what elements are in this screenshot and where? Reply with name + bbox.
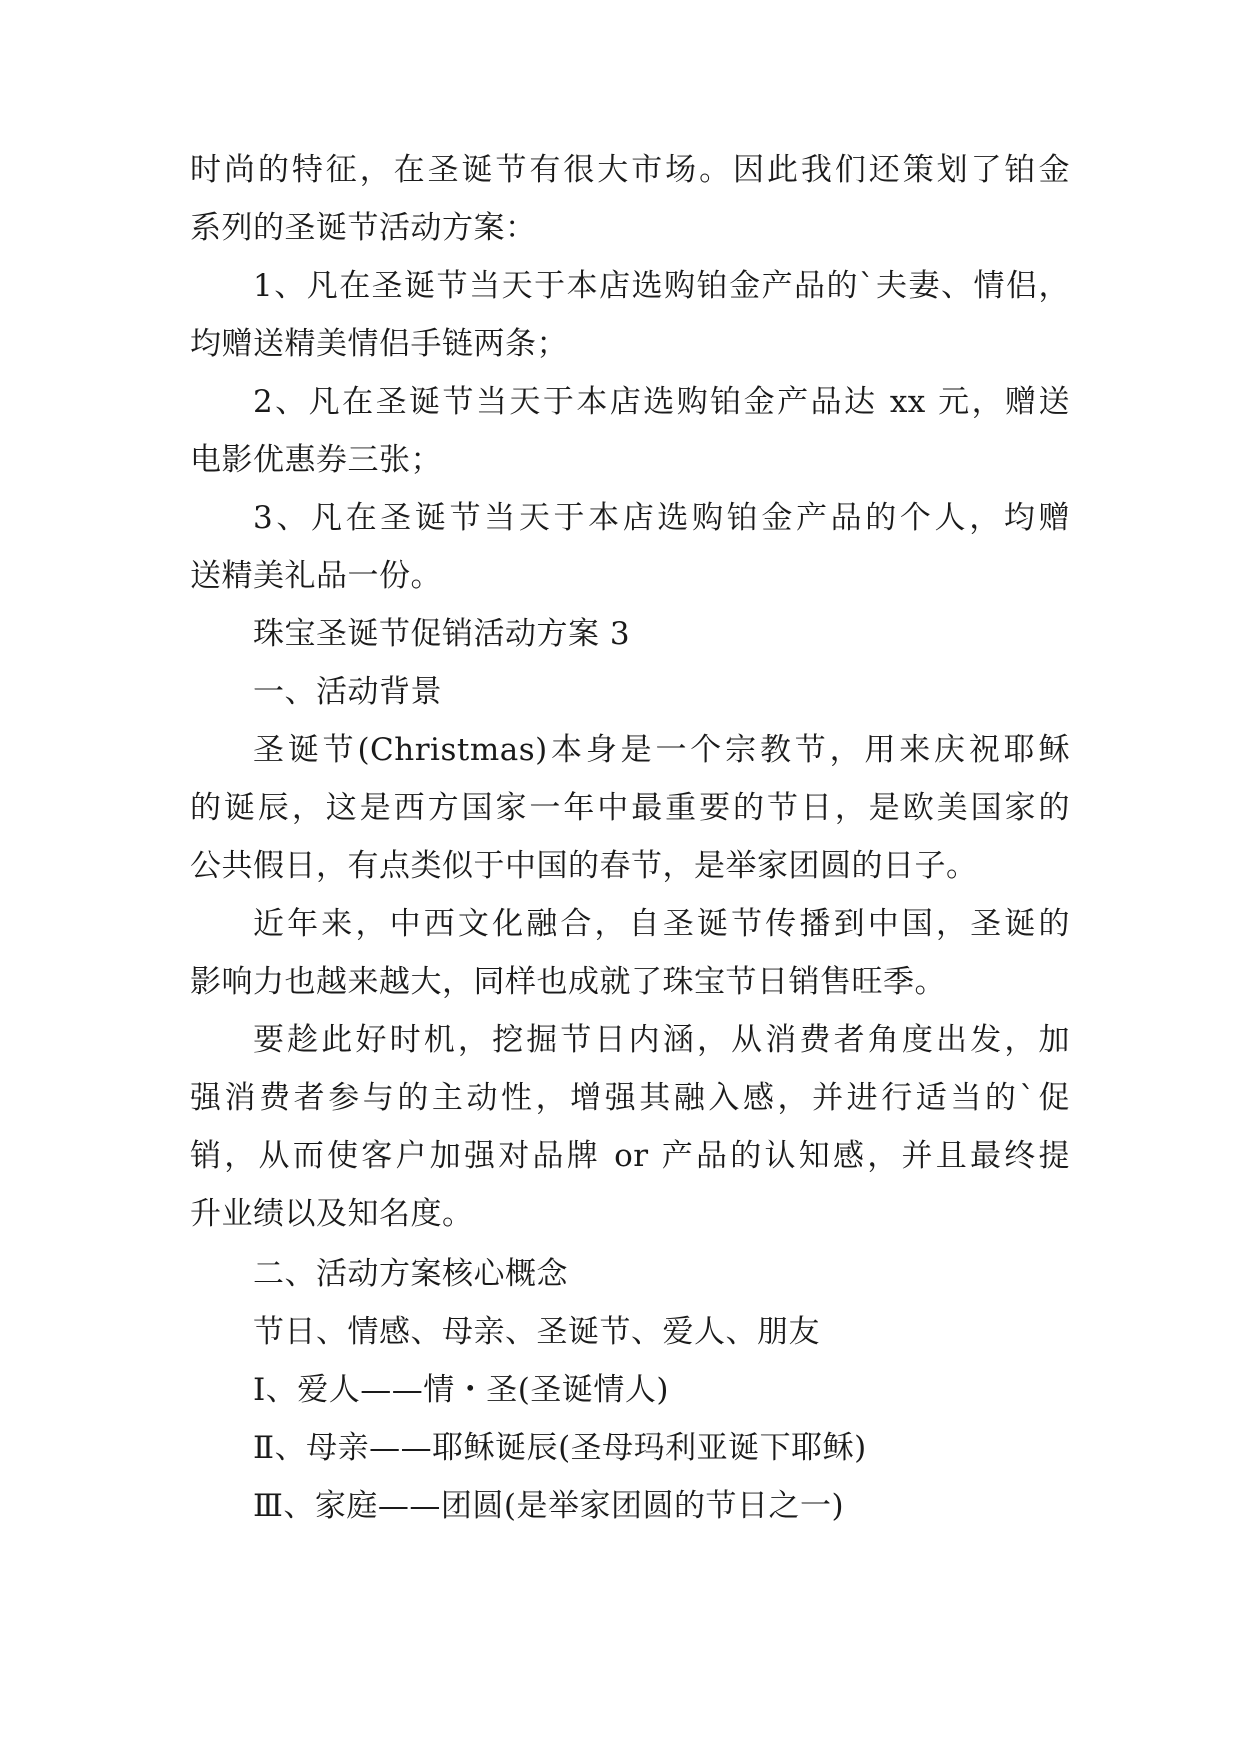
list-item-line: Ⅰ、爱人——情・圣(圣诞情人): [253, 1372, 669, 1408]
paragraph-line: 节日、情感、母亲、圣诞节、爱人、朋友: [253, 1314, 820, 1350]
list-item-line: 电影优惠券三张；: [190, 442, 442, 478]
section-title: 珠宝圣诞节促销活动方案 3: [253, 616, 631, 652]
paragraph-line: 升业绩以及知名度。: [190, 1196, 474, 1232]
paragraph-line: 公共假日，有点类似于中国的春节，是举家团圆的日子。: [190, 848, 978, 884]
paragraph-line: 强消费者参与的主动性，增强其融入感，并进行适当的`促: [190, 1080, 1070, 1116]
paragraph-line: 销，从而使客户加强对品牌 or 产品的认知感，并且最终提: [190, 1138, 1070, 1174]
paragraph-line: 的诞辰，这是西方国家一年中最重要的节日，是欧美国家的: [190, 790, 1070, 826]
paragraph-line: 时尚的特征，在圣诞节有很大市场。因此我们还策划了铂金: [190, 152, 1070, 188]
paragraph-line: 圣诞节(Christmas)本身是一个宗教节，用来庆祝耶稣: [253, 732, 1070, 768]
section-heading: 一、活动背景: [253, 674, 442, 710]
list-item-line: 1、凡在圣诞节当天于本店选购铂金产品的`夫妻、情侣，: [253, 268, 1070, 304]
section-heading: 二、活动方案核心概念: [253, 1256, 568, 1292]
list-item-line: 2、凡在圣诞节当天于本店选购铂金产品达 xx 元，赠送: [253, 384, 1070, 420]
paragraph-line: 近年来，中西文化融合，自圣诞节传播到中国，圣诞的: [253, 906, 1070, 942]
list-item-line: Ⅲ、家庭——团圆(是举家团圆的节日之一): [253, 1488, 845, 1524]
list-item-line: 3、凡在圣诞节当天于本店选购铂金产品的个人，均赠: [253, 500, 1070, 536]
list-item-line: 均赠送精美情侣手链两条；: [190, 326, 568, 362]
paragraph-line: 系列的圣诞节活动方案：: [190, 210, 537, 246]
paragraph-line: 影响力也越来越大，同样也成就了珠宝节日销售旺季。: [190, 964, 946, 1000]
paragraph-line: 要趁此好时机，挖掘节日内涵，从消费者角度出发，加: [253, 1022, 1070, 1058]
list-item-line: Ⅱ、母亲——耶稣诞辰(圣母玛利亚诞下耶稣): [253, 1430, 867, 1466]
list-item-line: 送精美礼品一份。: [190, 558, 442, 594]
